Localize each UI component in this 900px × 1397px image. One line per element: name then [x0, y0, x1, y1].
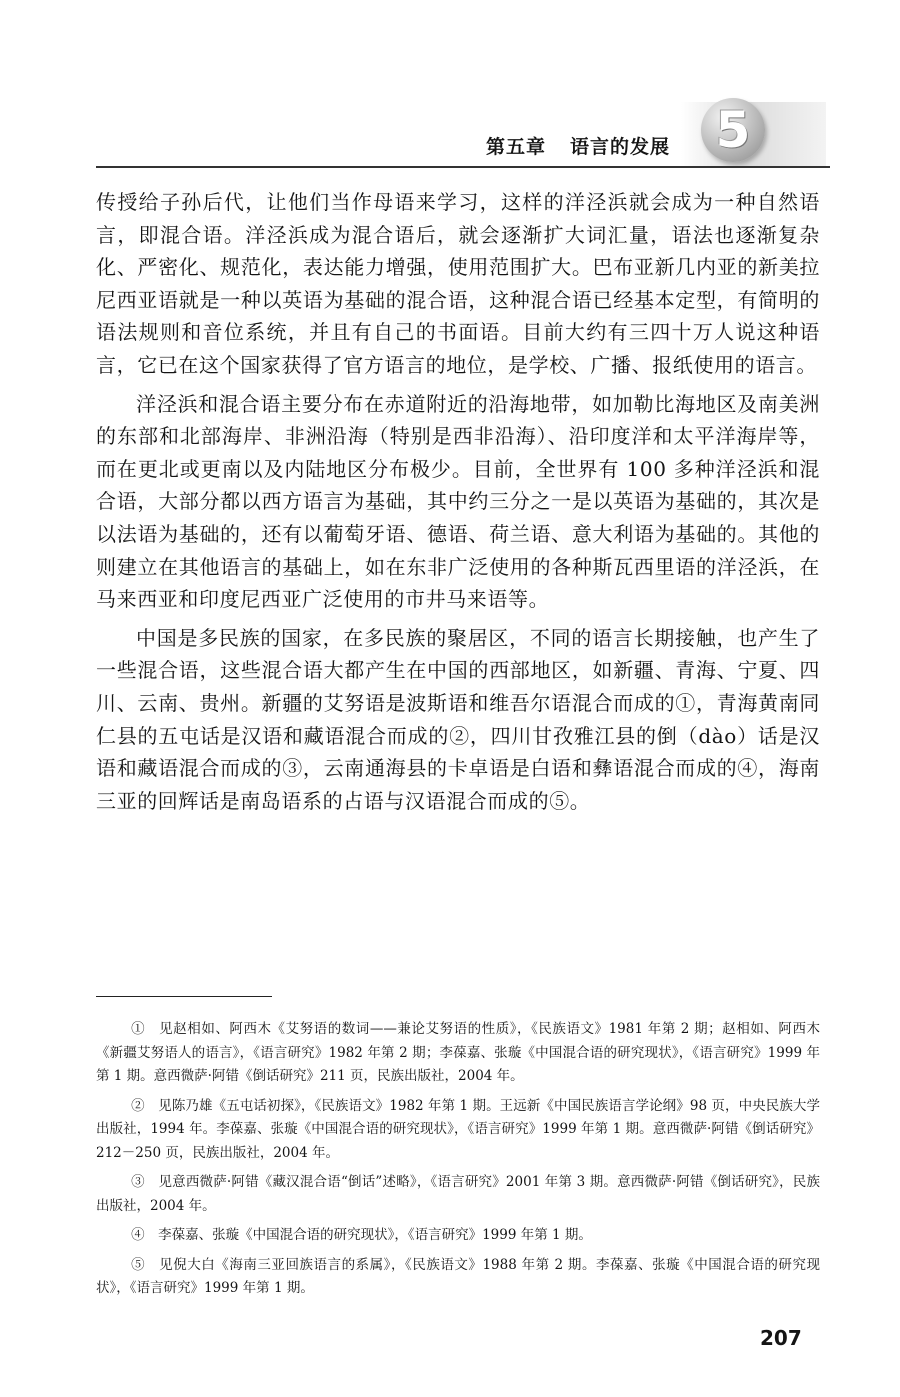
- chapter-number: 5: [715, 101, 751, 159]
- chapter-label: 第五章: [486, 136, 547, 158]
- running-header: [96, 96, 830, 170]
- chapter-title: 语言的发展: [570, 136, 671, 158]
- paragraph: 洋泾浜和混合语主要分布在赤道附近的沿海地带，如加勒比海地区及南美洲的东部和北部海岸、非洲沿海（特别是西非沿海）、沿印度洋和太平洋海岸等，而在更北或更南以及内陆地区分布极少。目前，全世界有 100 多种洋泾浜和混合语，大部分都以西方语言为基础，其中约三分之一是以英语为基础的，其次是以法语为基础的，还有以葡萄牙语、德语、荷兰语、意大利语为基础的。其他的则建立在其他语言的基础上，如在东非广泛使用的各种斯瓦西里语的洋泾浜，在马来西亚和印度尼西亚广泛使用的市井马来语等。: [96, 391, 820, 612]
- footnote: ④ 李葆嘉、张璇《中国混合语的研究现状》，《语言研究》1999 年第 1 期。: [131, 1227, 592, 1243]
- paragraph: 中国是多民族的国家，在多民族的聚居区，不同的语言长期接触，也产生了一些混合语，这些混合语大都产生在中国的西部地区，如新疆、青海、宁夏、四川、云南、贵州。新疆的艾努语是波斯语和维吾尔语混合而成的①，青海黄南同仁县的五屯话是汉语和藏语混合而成的②，四川甘孜雅江县的倒（dào）话是汉语和藏语混合而成的③，云南通海县的卡卓语是白语和彝语混合而成的④，海南三亚的回辉话是南岛语系的占语与汉语混合而成的⑤。: [96, 625, 820, 813]
- footnote: ⑤ 见倪大白《海南三亚回族语言的系属》，《民族语文》1988 年第 2 期。李葆嘉、张璇《中国混合语的研究现状》，《语言研究》1999 年第 1 期。: [96, 1256, 820, 1296]
- paragraph: 传授给子孙后代，让他们当作母语来学习，这样的洋泾浜就会成为一种自然语言，即混合语。洋泾浜成为混合语后，就会逐渐扩大词汇量，语法也逐渐复杂化、严密化、规范化，表达能力增强，使用范围扩大。巴布亚新几内亚的新美拉尼西亚语就是一种以英语为基础的混合语，这种混合语已经基本定型，有简明的语法规则和音位系统，并且有自己的书面语。目前大约有三四十万人说这种语言，它已在这个国家获得了官方语言的地位，是学校、广播、报纸使用的语言。: [96, 190, 820, 377]
- body-text: [96, 186, 820, 823]
- footnotes: [96, 1018, 820, 1307]
- footnote: ③ 见意西微萨·阿错《藏汉混合语“倒话”述略》，《语言研究》2001 年第 3 期。意西微萨·阿错《倒话研究》，民族出版社，2004 年。: [96, 1174, 820, 1214]
- footnote-separator: [96, 996, 272, 997]
- header-rule: [96, 166, 830, 168]
- footnote: ② 见陈乃雄《五屯话初探》，《民族语文》1982 年第 1 期。王远新《中国民族语言学论纲》98 页，中央民族大学出版社，1994 年。李葆嘉、张璇《中国混合语的研究现状》，《语言研究》1999 年第 1 期。意西微萨·阿错《倒话研究》212－250 页，民族出版社，2004 年。: [96, 1097, 820, 1161]
- page-number: 207: [760, 1326, 802, 1350]
- footnote: ① 见赵相如、阿西木《艾努语的数词——兼论艾努语的性质》，《民族语文》1981 年第 2 期；赵相如、阿西木《新疆艾努语人的语言》，《语言研究》1982 年第 2 期；李葆嘉、张璇《中国混合语的研究现状》，《语言研究》1999 年第 1 期。意西微萨·阿错《倒话研究》211 页，民族出版社，2004 年。: [96, 1021, 820, 1084]
